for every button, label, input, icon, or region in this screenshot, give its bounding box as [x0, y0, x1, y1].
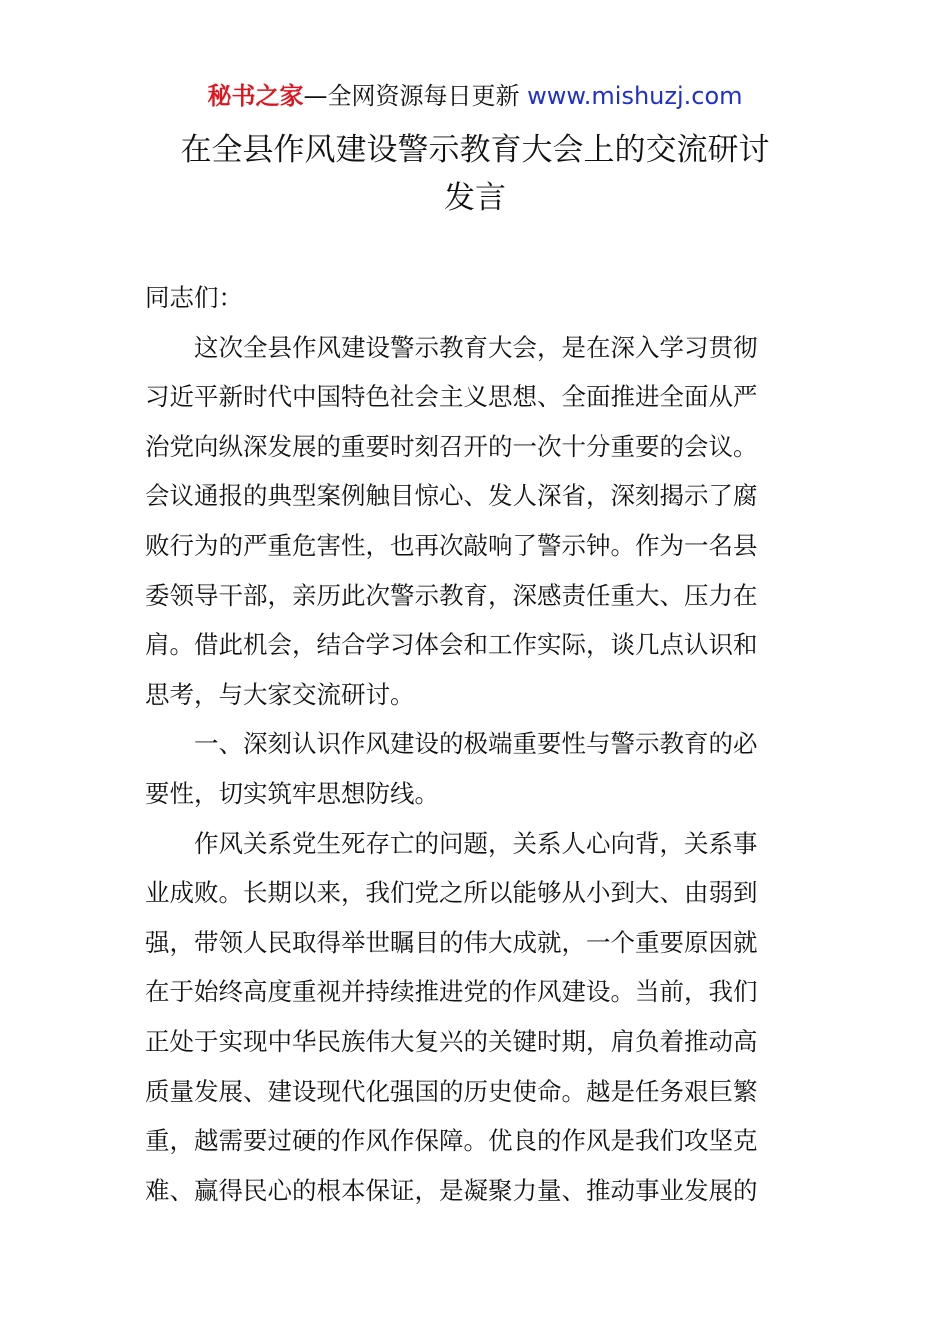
body-line: 业成败。长期以来，我们党之所以能够从小到大、由弱到 [145, 878, 758, 908]
body-line: 在于始终高度重视并持续推进党的作风建设。当前，我们 [145, 977, 758, 1007]
body-line: 败行为的严重危害性，也再次敲响了警示钟。作为一名县 [145, 530, 758, 560]
body-line: 重，越需要过硬的作风作保障。优良的作风是我们攻坚克 [145, 1126, 758, 1156]
site-url[interactable]: www.mishuzj.com [527, 82, 743, 110]
salutation: 同志们： [145, 283, 243, 312]
body-line: 难、赢得民心的根本保证，是凝聚力量、推动事业发展的 [145, 1175, 758, 1205]
header-tagline: —全网资源每日更新 [303, 82, 520, 110]
section-heading-line: 要性，切实筑牢思想防线。 [145, 778, 439, 808]
title-line-2: 发言 [444, 180, 506, 216]
site-header [0, 80, 950, 112]
body-line: 强，带领人民取得举世瞩目的伟大成就，一个重要原因就 [145, 927, 758, 957]
body-line: 肩。借此机会，结合学习体会和工作实际，谈几点认识和 [145, 630, 758, 660]
body-line: 作风关系党生死存亡的问题，关系人心向背，关系事 [194, 828, 758, 858]
body-line: 质量发展、建设现代化强国的历史使命。越是任务艰巨繁 [145, 1076, 758, 1106]
section-heading-line: 一、深刻认识作风建设的极端重要性与警示教育的必 [194, 729, 758, 759]
brand-name: 秘书之家 [207, 82, 304, 110]
body-line: 正处于实现中华民族伟大复兴的关键时期，肩负着推动高 [145, 1026, 758, 1056]
body-line: 这次全县作风建设警示教育大会，是在深入学习贯彻 [194, 332, 758, 362]
document-title [145, 126, 805, 222]
document-body [145, 273, 810, 1215]
title-line-1: 在全县作风建设警示教育大会上的交流研讨 [180, 132, 770, 168]
body-line: 习近平新时代中国特色社会主义思想、全面推进全面从严 [145, 382, 758, 412]
body-line: 思考，与大家交流研讨。 [145, 679, 415, 709]
body-line: 治党向纵深发展的重要时刻召开的一次十分重要的会议。 [145, 431, 758, 461]
body-line: 会议通报的典型案例触目惊心、发人深省，深刻揭示了腐 [145, 481, 758, 511]
body-line: 委领导干部，亲历此次警示教育，深感责任重大、压力在 [145, 580, 758, 610]
